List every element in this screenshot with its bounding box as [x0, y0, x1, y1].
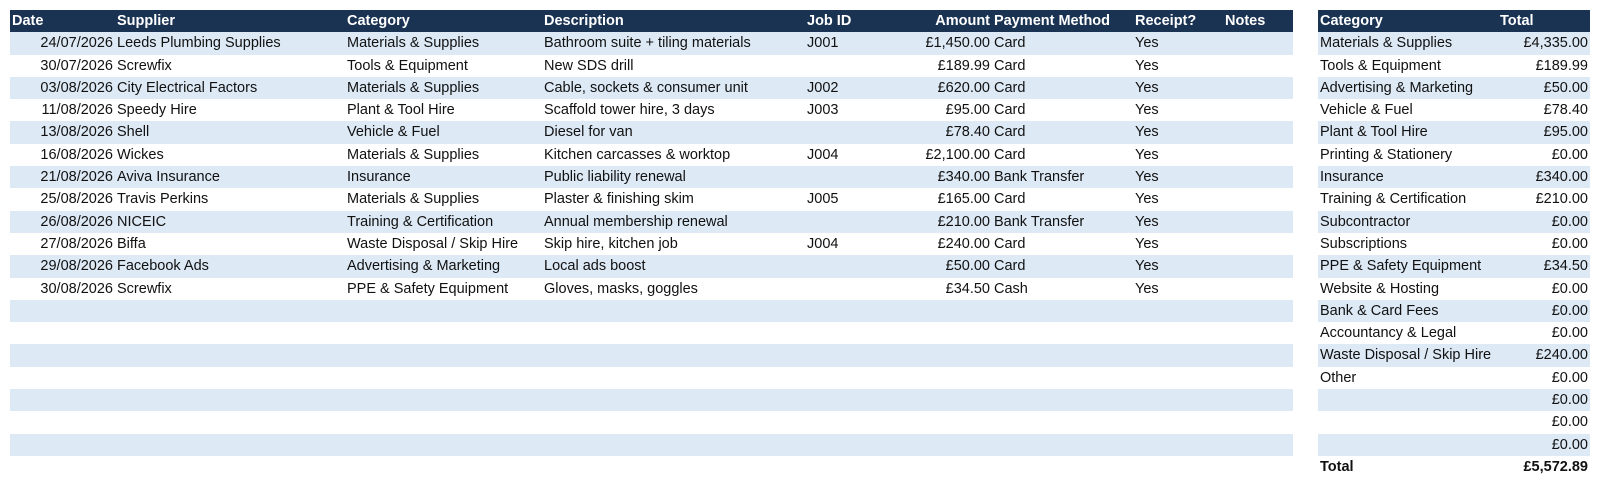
cell-date[interactable]: 16/08/2026 — [10, 144, 115, 166]
summary-cell-category[interactable]: Accountancy & Legal — [1318, 322, 1498, 344]
expense-row — [10, 32, 1293, 54]
cell-description[interactable]: Scaffold tower hire, 3 days — [542, 99, 805, 121]
cell-notes[interactable] — [1223, 255, 1293, 277]
cell-category[interactable]: Advertising & Marketing — [345, 255, 542, 277]
cell-job-id[interactable] — [805, 411, 885, 433]
summary-row — [1318, 99, 1590, 121]
cell-receipt[interactable] — [1133, 411, 1223, 433]
expense-row — [10, 99, 1293, 121]
summary-cell-category[interactable]: Website & Hosting — [1318, 278, 1498, 300]
cell-description[interactable]: Cable, sockets & consumer unit — [542, 77, 805, 99]
summary-cell-category[interactable]: Waste Disposal / Skip Hire — [1318, 344, 1498, 366]
summary-row — [1318, 255, 1590, 277]
summary-cell-category[interactable]: Subscriptions — [1318, 233, 1498, 255]
cell-notes[interactable] — [1223, 99, 1293, 121]
cell-category[interactable]: Plant & Tool Hire — [345, 99, 542, 121]
cell-payment-method[interactable] — [992, 434, 1133, 456]
cell-date[interactable]: 29/08/2026 — [10, 255, 115, 277]
cell-payment-method[interactable] — [992, 322, 1133, 344]
cell-amount[interactable] — [885, 434, 992, 456]
summary-cell-total[interactable]: £240.00 — [1498, 344, 1590, 366]
cell-job-id[interactable]: J004 — [805, 144, 885, 166]
cell-amount[interactable]: £1,450.00 — [885, 32, 992, 54]
cell-date[interactable] — [10, 389, 115, 411]
cell-payment-method[interactable]: Card — [992, 55, 1133, 77]
summary-header-category[interactable]: Category — [1318, 10, 1498, 32]
cell-notes[interactable] — [1223, 233, 1293, 255]
cell-amount[interactable] — [885, 344, 992, 366]
cell-payment-method[interactable]: Card — [992, 144, 1133, 166]
summary-cell-total[interactable]: £0.00 — [1498, 434, 1590, 456]
summary-cell-category[interactable]: Printing & Stationery — [1318, 144, 1498, 166]
summary-total-row — [1318, 456, 1590, 478]
expense-row — [10, 188, 1293, 210]
cell-job-id[interactable] — [805, 389, 885, 411]
cell-supplier[interactable]: Screwfix — [115, 278, 345, 300]
summary-cell-category[interactable] — [1318, 434, 1498, 456]
cell-job-id[interactable] — [805, 367, 885, 389]
summary-cell-category[interactable]: Tools & Equipment — [1318, 55, 1498, 77]
cell-category[interactable] — [345, 367, 542, 389]
cell-notes[interactable] — [1223, 211, 1293, 233]
cell-supplier[interactable]: Shell — [115, 121, 345, 143]
summary-row — [1318, 389, 1590, 411]
cell-receipt[interactable] — [1133, 344, 1223, 366]
cell-receipt[interactable]: Yes — [1133, 77, 1223, 99]
cell-supplier[interactable] — [115, 367, 345, 389]
summary-cell-category[interactable]: Subcontractor — [1318, 211, 1498, 233]
cell-description[interactable]: Annual membership renewal — [542, 211, 805, 233]
cell-job-id[interactable] — [805, 322, 885, 344]
header-job-id[interactable]: Job ID — [805, 10, 885, 32]
cell-job-id[interactable] — [805, 121, 885, 143]
cell-category[interactable] — [345, 434, 542, 456]
cell-date[interactable] — [10, 322, 115, 344]
summary-row — [1318, 121, 1590, 143]
cell-receipt[interactable]: Yes — [1133, 211, 1223, 233]
expense-row — [10, 322, 1293, 344]
cell-description[interactable] — [542, 434, 805, 456]
cell-notes[interactable] — [1223, 411, 1293, 433]
cell-notes[interactable] — [1223, 367, 1293, 389]
cell-supplier[interactable] — [115, 344, 345, 366]
cell-supplier[interactable] — [115, 300, 345, 322]
cell-description[interactable]: New SDS drill — [542, 55, 805, 77]
cell-receipt[interactable]: Yes — [1133, 99, 1223, 121]
summary-row — [1318, 211, 1590, 233]
summary-row — [1318, 166, 1590, 188]
cell-payment-method[interactable]: Bank Transfer — [992, 166, 1133, 188]
cell-description[interactable] — [542, 367, 805, 389]
cell-description[interactable]: Plaster & finishing skim — [542, 188, 805, 210]
cell-supplier[interactable] — [115, 389, 345, 411]
summary-header-total[interactable]: Total — [1498, 10, 1590, 32]
cell-amount[interactable]: £34.50 — [885, 278, 992, 300]
cell-description[interactable] — [542, 389, 805, 411]
cell-job-id[interactable]: J005 — [805, 188, 885, 210]
cell-notes[interactable] — [1223, 434, 1293, 456]
header-description[interactable]: Description — [542, 10, 805, 32]
summary-cell-total[interactable]: £0.00 — [1498, 367, 1590, 389]
cell-receipt[interactable]: Yes — [1133, 255, 1223, 277]
header-supplier[interactable]: Supplier — [115, 10, 345, 32]
cell-supplier[interactable] — [115, 322, 345, 344]
cell-notes[interactable] — [1223, 389, 1293, 411]
expense-row — [10, 300, 1293, 322]
cell-date[interactable] — [10, 367, 115, 389]
summary-cell-total[interactable]: £0.00 — [1498, 389, 1590, 411]
summary-cell-total[interactable]: £340.00 — [1498, 166, 1590, 188]
cell-date[interactable] — [10, 344, 115, 366]
cell-job-id[interactable]: J001 — [805, 32, 885, 54]
cell-job-id[interactable] — [805, 166, 885, 188]
cell-amount[interactable]: £78.40 — [885, 121, 992, 143]
cell-supplier[interactable]: Wickes — [115, 144, 345, 166]
cell-date[interactable]: 13/08/2026 — [10, 121, 115, 143]
cell-job-id[interactable] — [805, 211, 885, 233]
cell-payment-method[interactable] — [992, 389, 1133, 411]
expense-row — [10, 434, 1293, 456]
summary-row — [1318, 344, 1590, 366]
cell-payment-method[interactable] — [992, 367, 1133, 389]
summary-cell-category[interactable] — [1318, 389, 1498, 411]
cell-amount[interactable]: £620.00 — [885, 77, 992, 99]
summary-cell-total[interactable]: £0.00 — [1498, 322, 1590, 344]
summary-cell-total[interactable]: £210.00 — [1498, 188, 1590, 210]
expense-row — [10, 55, 1293, 77]
summary-header-row — [1318, 10, 1590, 32]
cell-category[interactable] — [345, 411, 542, 433]
cell-category[interactable]: PPE & Safety Equipment — [345, 278, 542, 300]
cell-notes[interactable] — [1223, 121, 1293, 143]
summary-cell-category[interactable]: PPE & Safety Equipment — [1318, 255, 1498, 277]
summary-cell-category[interactable]: Training & Certification — [1318, 188, 1498, 210]
cell-job-id[interactable] — [805, 344, 885, 366]
cell-category[interactable]: Vehicle & Fuel — [345, 121, 542, 143]
cell-notes[interactable] — [1223, 77, 1293, 99]
summary-cell-total[interactable]: £0.00 — [1498, 211, 1590, 233]
cell-date[interactable] — [10, 300, 115, 322]
cell-job-id[interactable] — [805, 278, 885, 300]
cell-supplier[interactable]: Screwfix — [115, 55, 345, 77]
cell-payment-method[interactable]: Card — [992, 121, 1133, 143]
cell-date[interactable] — [10, 434, 115, 456]
summary-total-value[interactable]: £5,572.89 — [1498, 456, 1590, 478]
cell-receipt[interactable] — [1133, 322, 1223, 344]
expenses-table — [10, 10, 1293, 456]
cell-payment-method[interactable] — [992, 300, 1133, 322]
cell-amount[interactable]: £189.99 — [885, 55, 992, 77]
cell-date[interactable]: 11/08/2026 — [10, 99, 115, 121]
cell-receipt[interactable]: Yes — [1133, 278, 1223, 300]
cell-receipt[interactable] — [1133, 367, 1223, 389]
summary-cell-total[interactable]: £0.00 — [1498, 411, 1590, 433]
cell-amount[interactable]: £340.00 — [885, 166, 992, 188]
cell-category[interactable] — [345, 344, 542, 366]
expense-row — [10, 121, 1293, 143]
cell-amount[interactable] — [885, 389, 992, 411]
cell-receipt[interactable]: Yes — [1133, 32, 1223, 54]
cell-job-id[interactable]: J004 — [805, 233, 885, 255]
cell-amount[interactable]: £240.00 — [885, 233, 992, 255]
cell-description[interactable] — [542, 344, 805, 366]
summary-cell-total[interactable]: £50.00 — [1498, 77, 1590, 99]
expense-row — [10, 278, 1293, 300]
cell-payment-method[interactable]: Bank Transfer — [992, 211, 1133, 233]
cell-payment-method[interactable]: Card — [992, 77, 1133, 99]
cell-receipt[interactable]: Yes — [1133, 233, 1223, 255]
cell-payment-method[interactable] — [992, 411, 1133, 433]
cell-date[interactable]: 03/08/2026 — [10, 77, 115, 99]
cell-amount[interactable] — [885, 367, 992, 389]
cell-amount[interactable]: £95.00 — [885, 99, 992, 121]
summary-cell-total[interactable]: £78.40 — [1498, 99, 1590, 121]
cell-category[interactable]: Materials & Supplies — [345, 32, 542, 54]
cell-amount[interactable] — [885, 411, 992, 433]
summary-row — [1318, 300, 1590, 322]
summary-cell-category[interactable]: Other — [1318, 367, 1498, 389]
cell-supplier[interactable]: Biffa — [115, 233, 345, 255]
cell-notes[interactable] — [1223, 322, 1293, 344]
summary-row — [1318, 77, 1590, 99]
cell-supplier[interactable]: NICEIC — [115, 211, 345, 233]
cell-receipt[interactable]: Yes — [1133, 55, 1223, 77]
summary-row — [1318, 278, 1590, 300]
expense-row — [10, 233, 1293, 255]
cell-receipt[interactable]: Yes — [1133, 121, 1223, 143]
summary-cell-total[interactable]: £0.00 — [1498, 300, 1590, 322]
summary-cell-category[interactable]: Insurance — [1318, 166, 1498, 188]
summary-total-label[interactable]: Total — [1318, 456, 1498, 478]
cell-payment-method[interactable] — [992, 344, 1133, 366]
summary-cell-category[interactable]: Bank & Card Fees — [1318, 300, 1498, 322]
cell-notes[interactable] — [1223, 144, 1293, 166]
header-category[interactable]: Category — [345, 10, 542, 32]
cell-notes[interactable] — [1223, 32, 1293, 54]
header-amount[interactable]: Amount — [885, 10, 992, 32]
summary-cell-total[interactable]: £4,335.00 — [1498, 32, 1590, 54]
summary-cell-category[interactable]: Materials & Supplies — [1318, 32, 1498, 54]
cell-supplier[interactable] — [115, 434, 345, 456]
cell-description[interactable]: Local ads boost — [542, 255, 805, 277]
expense-row — [10, 389, 1293, 411]
summary-cell-total[interactable]: £0.00 — [1498, 278, 1590, 300]
summary-cell-category[interactable]: Advertising & Marketing — [1318, 77, 1498, 99]
cell-description[interactable]: Kitchen carcasses & worktop — [542, 144, 805, 166]
cell-supplier[interactable]: Travis Perkins — [115, 188, 345, 210]
summary-row — [1318, 411, 1590, 433]
cell-payment-method[interactable]: Card — [992, 255, 1133, 277]
cell-category[interactable] — [345, 389, 542, 411]
cell-date[interactable] — [10, 411, 115, 433]
cell-notes[interactable] — [1223, 300, 1293, 322]
cell-amount[interactable]: £2,100.00 — [885, 144, 992, 166]
summary-row — [1318, 55, 1590, 77]
summary-row — [1318, 434, 1590, 456]
cell-date[interactable]: 26/08/2026 — [10, 211, 115, 233]
summary-cell-category[interactable] — [1318, 411, 1498, 433]
cell-payment-method[interactable]: Card — [992, 32, 1133, 54]
cell-description[interactable]: Gloves, masks, goggles — [542, 278, 805, 300]
expense-row — [10, 344, 1293, 366]
cell-supplier[interactable]: Aviva Insurance — [115, 166, 345, 188]
summary-cell-total[interactable]: £0.00 — [1498, 233, 1590, 255]
cell-payment-method[interactable]: Card — [992, 188, 1133, 210]
cell-job-id[interactable]: J003 — [805, 99, 885, 121]
expenses-header-row — [10, 10, 1293, 32]
summary-cell-total[interactable]: £0.00 — [1498, 144, 1590, 166]
cell-job-id[interactable] — [805, 434, 885, 456]
cell-category[interactable]: Waste Disposal / Skip Hire — [345, 233, 542, 255]
header-notes[interactable]: Notes — [1223, 10, 1293, 32]
expense-row — [10, 211, 1293, 233]
cell-receipt[interactable] — [1133, 300, 1223, 322]
header-payment-method[interactable]: Payment Method — [992, 10, 1133, 32]
header-receipt[interactable]: Receipt? — [1133, 10, 1223, 32]
cell-job-id[interactable] — [805, 300, 885, 322]
cell-receipt[interactable] — [1133, 389, 1223, 411]
cell-payment-method[interactable]: Card — [992, 99, 1133, 121]
summary-row — [1318, 188, 1590, 210]
cell-category[interactable]: Materials & Supplies — [345, 144, 542, 166]
category-summary-table — [1318, 10, 1590, 478]
cell-supplier[interactable]: City Electrical Factors — [115, 77, 345, 99]
cell-date[interactable]: 30/08/2026 — [10, 278, 115, 300]
expense-row — [10, 77, 1293, 99]
cell-date[interactable]: 24/07/2026 — [10, 32, 115, 54]
cell-job-id[interactable] — [805, 55, 885, 77]
cell-category[interactable]: Tools & Equipment — [345, 55, 542, 77]
cell-supplier[interactable] — [115, 411, 345, 433]
summary-row — [1318, 367, 1590, 389]
cell-date[interactable]: 21/08/2026 — [10, 166, 115, 188]
cell-description[interactable]: Skip hire, kitchen job — [542, 233, 805, 255]
cell-job-id[interactable]: J002 — [805, 77, 885, 99]
cell-supplier[interactable]: Leeds Plumbing Supplies — [115, 32, 345, 54]
cell-payment-method[interactable]: Cash — [992, 278, 1133, 300]
expense-row — [10, 411, 1293, 433]
cell-payment-method[interactable]: Card — [992, 233, 1133, 255]
cell-supplier[interactable]: Speedy Hire — [115, 99, 345, 121]
cell-amount[interactable]: £50.00 — [885, 255, 992, 277]
cell-amount[interactable] — [885, 322, 992, 344]
cell-description[interactable] — [542, 411, 805, 433]
summary-row — [1318, 233, 1590, 255]
expense-row — [10, 255, 1293, 277]
cell-receipt[interactable]: Yes — [1133, 144, 1223, 166]
cell-receipt[interactable] — [1133, 434, 1223, 456]
cell-notes[interactable] — [1223, 166, 1293, 188]
summary-cell-total[interactable]: £34.50 — [1498, 255, 1590, 277]
cell-amount[interactable] — [885, 300, 992, 322]
cell-receipt[interactable]: Yes — [1133, 188, 1223, 210]
header-date[interactable]: Date — [10, 10, 115, 32]
cell-date[interactable]: 30/07/2026 — [10, 55, 115, 77]
cell-date[interactable]: 27/08/2026 — [10, 233, 115, 255]
expense-row — [10, 367, 1293, 389]
summary-row — [1318, 32, 1590, 54]
cell-notes[interactable] — [1223, 344, 1293, 366]
cell-category[interactable]: Training & Certification — [345, 211, 542, 233]
cell-description[interactable]: Diesel for van — [542, 121, 805, 143]
cell-description[interactable]: Public liability renewal — [542, 166, 805, 188]
cell-category[interactable] — [345, 300, 542, 322]
cell-category[interactable]: Materials & Supplies — [345, 188, 542, 210]
cell-category[interactable]: Materials & Supplies — [345, 77, 542, 99]
summary-cell-total[interactable]: £95.00 — [1498, 121, 1590, 143]
cell-description[interactable]: Bathroom suite + tiling materials — [542, 32, 805, 54]
cell-notes[interactable] — [1223, 278, 1293, 300]
cell-amount[interactable]: £210.00 — [885, 211, 992, 233]
cell-supplier[interactable]: Facebook Ads — [115, 255, 345, 277]
expense-row — [10, 144, 1293, 166]
cell-category[interactable]: Insurance — [345, 166, 542, 188]
cell-notes[interactable] — [1223, 55, 1293, 77]
cell-category[interactable] — [345, 322, 542, 344]
summary-row — [1318, 144, 1590, 166]
summary-cell-total[interactable]: £189.99 — [1498, 55, 1590, 77]
summary-cell-category[interactable]: Plant & Tool Hire — [1318, 121, 1498, 143]
summary-row — [1318, 322, 1590, 344]
cell-description[interactable] — [542, 322, 805, 344]
expense-row — [10, 166, 1293, 188]
cell-amount[interactable]: £165.00 — [885, 188, 992, 210]
cell-job-id[interactable] — [805, 255, 885, 277]
cell-description[interactable] — [542, 300, 805, 322]
summary-cell-category[interactable]: Vehicle & Fuel — [1318, 99, 1498, 121]
cell-receipt[interactable]: Yes — [1133, 166, 1223, 188]
cell-date[interactable]: 25/08/2026 — [10, 188, 115, 210]
cell-notes[interactable] — [1223, 188, 1293, 210]
